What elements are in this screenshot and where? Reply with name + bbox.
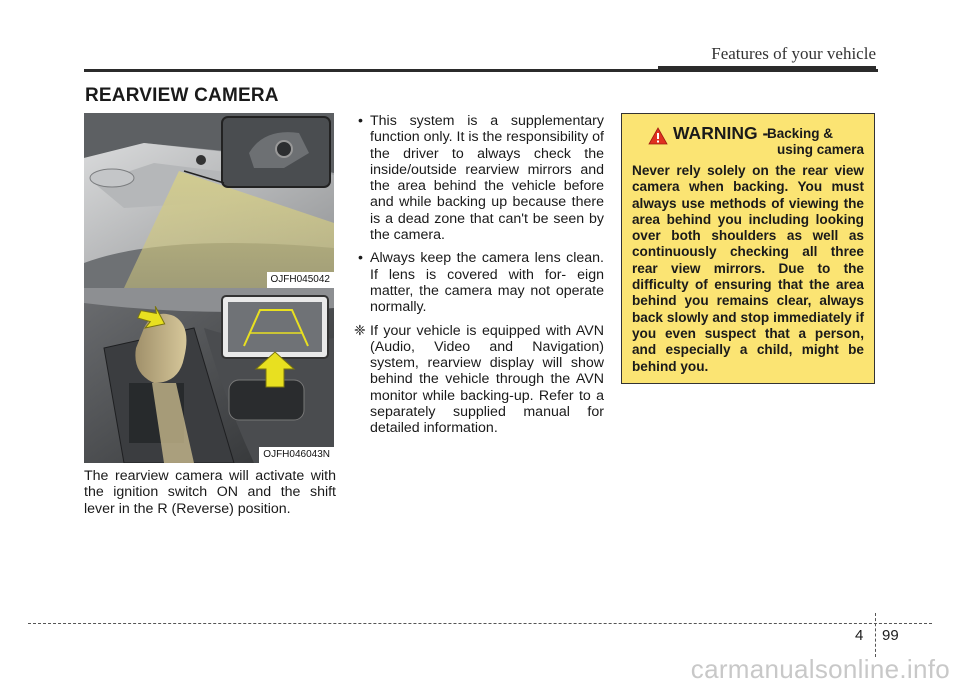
note-marker: ❈ <box>354 322 366 339</box>
warning-label: WARNING - <box>673 123 769 143</box>
warning-box <box>621 113 875 384</box>
footer-divider <box>875 613 876 657</box>
bullet-lens-clean <box>354 250 604 315</box>
rear-camera-photo <box>84 113 334 288</box>
bottom-photo-code: OJFH046043N <box>259 447 334 463</box>
watermark: carmanualsonline.info <box>690 654 950 684</box>
warning-subtitle-2: using camera <box>776 142 864 157</box>
shift-lever-photo <box>84 288 334 463</box>
bullet-marker: • <box>358 113 363 129</box>
footer-rule <box>28 623 932 624</box>
bullet-text: This system is a supplementary function only. It is the responsibility of the driver to always check the inside/outside rearview mirrors and the area behind the vehicle before and while backing up because there is a dead zone that can't be seen by the camera. <box>370 113 604 244</box>
caption: The rearview camera will activate with the ignition switch ON and the shift lever in the R (Reverse) position. <box>84 468 336 517</box>
running-title: Features of your vehicle <box>711 44 876 63</box>
warning-body: Never rely solely on the rear view camera when backing. You must always use methods of viewing the area behind you including looking over both shoulders as well as continuously checking all three rear view mirrors. Due to the difficulty of ensuring that the area behind you remains clear, always back slowly and stop immediately if you even suspect that a person, and especially a child, might be behind you. <box>632 163 864 374</box>
page-number: 99 <box>882 627 899 644</box>
bullet-marker: • <box>358 250 363 267</box>
warning-triangle-icon <box>648 127 668 150</box>
bullet-supplementary <box>354 113 604 243</box>
note-text: If your vehicle is equipped with AVN (Audio, Video and Navigation) system, rearview display will show behind the vehicle through the AVN monitor while backing-up. Refer to a separately supplied manual for detailed information. <box>370 322 604 437</box>
top-photo-code: OJFH045042 <box>267 272 334 288</box>
chapter-number: 4 <box>855 627 864 644</box>
section-title: REARVIEW CAMERA <box>85 85 279 106</box>
note-avn <box>354 323 604 437</box>
header-rule-accent <box>658 66 876 72</box>
warning-subtitle-1: Backing & <box>767 126 834 141</box>
middle-column <box>354 113 604 444</box>
bullet-text: Always keep the camera lens clean. If lens is covered with for- eign matter, the camera may not operate normally. <box>370 250 604 316</box>
warning-header <box>632 123 864 161</box>
